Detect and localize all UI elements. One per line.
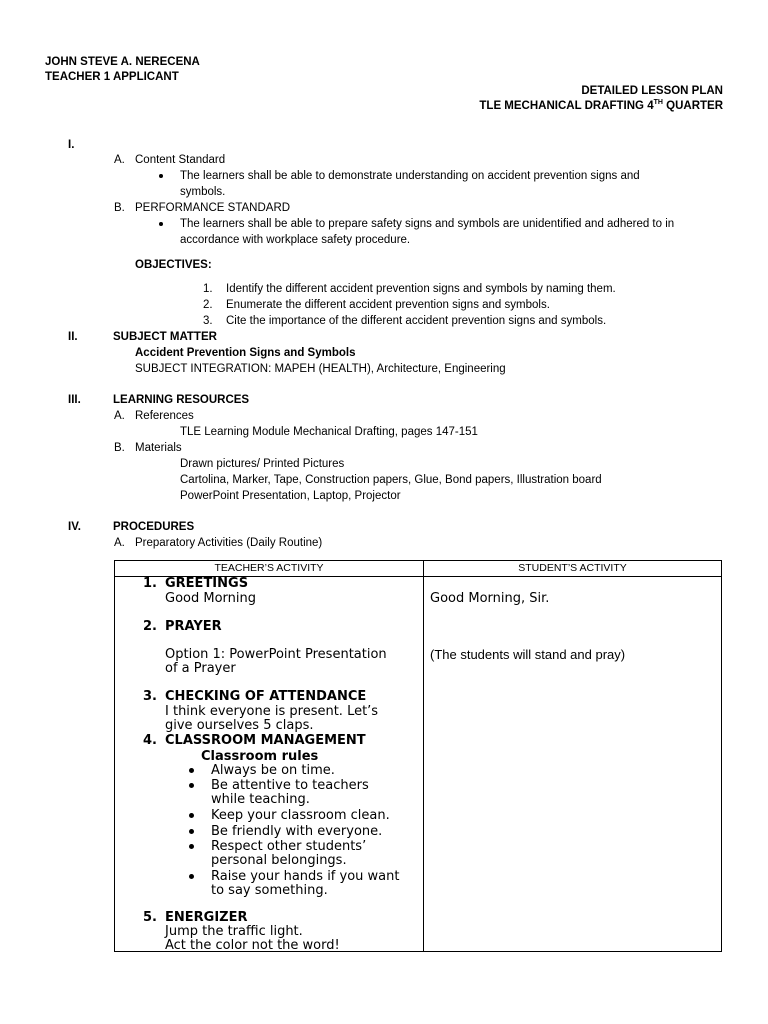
bullet-icon [159,222,163,226]
objective-text: Enumerate the different accident prevention signs and symbols. [226,299,550,311]
activities-table [114,560,722,952]
greetings-number: 1. [143,576,157,591]
author-name: JOHN STEVE A. NERECENA [45,56,200,68]
references-letter: A. [114,410,125,422]
rule-item: Always be on time. [211,763,335,778]
rule-item-continued: while teaching. [211,792,310,807]
energizer-text-2: Act the color not the word! [165,938,340,953]
attendance-number: 3. [143,689,157,704]
greetings-title: GREETINGS [165,576,249,591]
bullet-icon [189,874,194,879]
bullet-icon [189,783,194,788]
objective-text: Cite the importance of the different accident prevention signs and symbols. [226,315,607,327]
section-ii-numeral: II. [68,331,78,343]
content-standard-label: Content Standard [135,154,226,166]
references-label: References [135,410,194,422]
bullet-icon [189,813,194,818]
subject-integration: SUBJECT INTEGRATION: MAPEH (HEALTH), Architecture, Engineering [135,363,506,375]
management-title: CLASSROOM MANAGEMENT [165,733,366,748]
section-iv-numeral: IV. [68,521,82,533]
preparatory-label: Preparatory Activities (Daily Routine) [135,537,323,549]
attendance-text-1: I think everyone is present. Let’s [165,704,379,719]
material-item: Cartolina, Marker, Tape, Construction papers, Glue, Bond papers, Illustration board [180,474,602,486]
materials-letter: B. [114,442,125,454]
prayer-title: PRAYER [165,619,222,634]
energizer-text-1: Jump the traffic light. [165,924,303,939]
performance-standard-label: PERFORMANCE STANDARD [135,202,291,214]
rule-item: Keep your classroom clean. [211,808,390,823]
energizer-title: ENERGIZER [165,910,248,925]
subtitle-superscript: TH [653,99,663,107]
energizer-number: 5. [143,910,157,925]
prayer-response: (The students will stand and pray) [430,647,626,662]
section-iii-numeral: III. [68,394,81,406]
rule-item: Raise your hands if you want [211,869,400,884]
objective-number: 1. [203,283,213,295]
subject-topic: Accident Prevention Signs and Symbols [135,347,356,359]
subtitle-main: TLE MECHANICAL DRAFTING 4 [479,100,654,112]
objective-number: 2. [203,299,213,311]
subtitle-end: QUARTER [662,100,723,112]
bullet-icon [189,844,194,849]
content-standard-text-1: The learners shall be able to demonstrate understanding on accident prevention signs and [180,170,640,182]
teacher-activity-header: TEACHER’S ACTIVITY [214,562,324,574]
objectives-label: OBJECTIVES: [135,259,212,271]
performance-standard-text-1: The learners shall be able to prepare safety signs and symbols are unidentified and adhered to in [180,218,675,230]
table-column-divider [423,561,424,951]
objective-number: 3. [203,315,213,327]
reference-item: TLE Learning Module Mechanical Drafting, pages 147-151 [180,426,478,438]
subject-matter-label: SUBJECT MATTER [113,331,217,343]
rule-item: Be friendly with everyone. [211,824,383,839]
management-number: 4. [143,733,157,748]
procedures-label: PROCEDURES [113,521,195,533]
material-item: Drawn pictures/ Printed Pictures [180,458,345,470]
greetings-response: Good Morning, Sir. [430,591,550,606]
document-subtitle [479,99,723,113]
rules-title: Classroom rules [201,749,319,764]
bullet-icon [189,829,194,834]
author-role: TEACHER 1 APPLICANT [45,71,179,83]
attendance-title: CHECKING OF ATTENDANCE [165,689,367,704]
materials-label: Materials [135,442,182,454]
learning-resources-label: LEARNING RESOURCES [113,394,250,406]
performance-standard-text-2: accordance with workplace safety procedure. [180,234,411,246]
document-title: DETAILED LESSON PLAN [581,85,723,97]
bullet-icon [159,174,163,178]
section-i-numeral: I. [68,139,75,151]
content-standard-letter: A. [114,154,125,166]
rule-item: Be attentive to teachers [211,778,369,793]
greetings-text: Good Morning [165,591,256,606]
attendance-text-2: give ourselves 5 claps. [165,718,314,733]
rule-item-continued: personal belongings. [211,853,347,868]
rule-item: Respect other students’ [211,839,367,854]
objective-text: Identify the different accident prevention signs and symbols by naming them. [226,283,616,295]
prayer-text-1: Option 1: PowerPoint Presentation [165,647,387,662]
content-standard-text-2: symbols. [180,186,226,198]
preparatory-letter: A. [114,537,125,549]
rule-item-continued: to say something. [211,883,328,898]
bullet-icon [189,768,194,773]
performance-standard-letter: B. [114,202,125,214]
material-item: PowerPoint Presentation, Laptop, Projector [180,490,401,502]
prayer-number: 2. [143,619,157,634]
prayer-text-2: of a Prayer [165,661,236,676]
student-activity-header: STUDENT’S ACTIVITY [518,562,627,574]
